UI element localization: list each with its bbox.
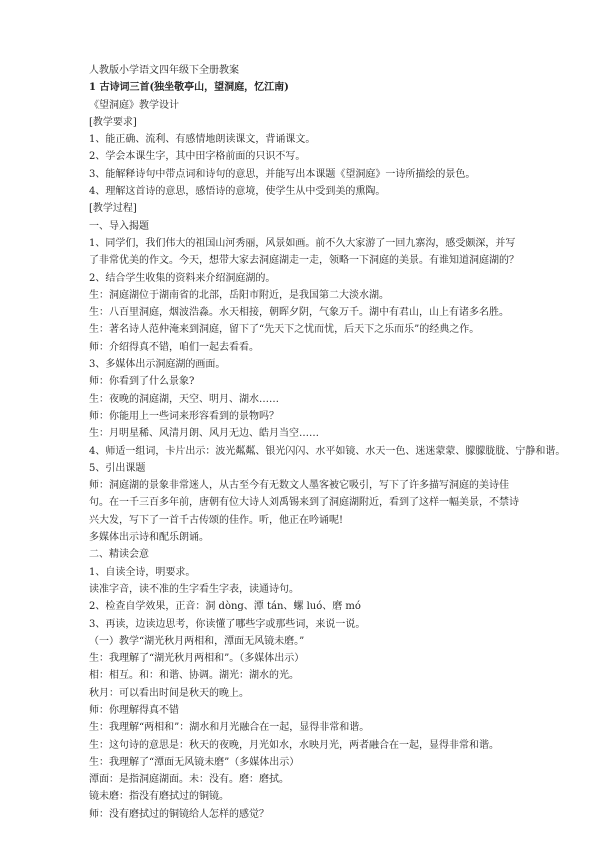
section-requirements: [教学要求] — [89, 116, 137, 128]
student-line-9: 生：我理解了“潭面无风镜未磨”（多媒体出示） — [89, 756, 300, 768]
step-5: 5、引出课题 — [89, 462, 146, 474]
part-2-heading: 二、精读会意 — [89, 549, 149, 561]
requirement-3: 3、能解释诗句中带点词和诗句的意思，并能写出本课题《望洞庭》一诗所描绘的景色。 — [89, 168, 476, 180]
part-1-heading: 一、导入揭题 — [89, 220, 149, 232]
definition-line-1: 相：相互。和：和谐、协调。湖光：湖水的光。 — [89, 670, 299, 682]
teacher-line-4: 师：你理解得真不错 — [89, 704, 179, 716]
step-read-3: 3、再读，边读边思考，你读懂了哪些字或那些词，来说一说。 — [89, 618, 366, 630]
definition-line-3: 潭面：是指洞庭湖面。未：没有。磨：磨拭。 — [89, 774, 289, 786]
definition-line-2: 秋月：可以看出时间是秋天的晚上。 — [89, 687, 249, 699]
paragraph-intro: 1、同学们，我们伟大的祖国山河秀丽，风景如画。前不久大家游了一回九寨沟，感受颇深，并写了非常优美的作文。今天，想带大家去洞庭湖走一走，领略一下洞庭的美景。有谁知道洞庭湖的？ — [89, 237, 519, 267]
read-instruction: 读准字音，读不准的生字看生字表，读通诗句。 — [89, 583, 299, 595]
step-4: 4、师适一组词，卡片出示：波光粼粼、银光闪闪、水平如镜、水天一色、迷迷蒙蒙、朦朦胧胧、宁静和谐。 — [89, 445, 566, 457]
teacher-line-2: 师：你看到了什么景象? — [89, 376, 195, 388]
requirement-1: 1、能正确、流利、有感情地朗读课文，背诵课文。 — [89, 134, 316, 146]
step-read-1: 1、自读全诗，明要求。 — [89, 566, 196, 578]
lesson-heading: 1 古诗词三首(独坐敬亭山，望洞庭，忆江南) — [89, 82, 289, 94]
section-process: [教学过程] — [89, 203, 137, 215]
student-line-5: 生：月明星稀、风清月朗、风月无边、皓月当空…… — [89, 428, 319, 440]
teacher-line-1: 师：介绍得真不错，咱们一起去看看。 — [89, 341, 259, 353]
student-line-7: 生：我理解“两相和”：湖水和月光融合在一起，显得非常和谐。 — [89, 722, 370, 734]
teacher-line-5: 师：没有磨拭过的铜镜给人怎样的感觉？ — [89, 808, 269, 820]
paragraph-topic: 师：洞庭湖的景象非常迷人，从古至今有无数文人墨客被它吸引，写下了许多描写洞庭的美诗佳句。在一千三百多年前，唐朝有位大诗人刘禹锡来到了洞庭湖附近，看到了这样一幅美景，不禁诗兴大发，写下了一首千古传颂的佳作。听，他正在吟诵呢! — [89, 480, 519, 526]
multimedia-line: 多媒体出示诗和配乐朗诵。 — [89, 532, 209, 544]
requirement-2: 2、学会本课生字，其中田字格前面的只识不写。 — [89, 151, 306, 163]
student-line-1: 生：洞庭湖位于湖南省的北部，岳阳市附近，是我国第二大淡水湖。 — [89, 289, 389, 301]
student-line-6: 生：我理解了“湖光秋月两相和”。（多媒体出示） — [89, 653, 305, 665]
doc-title: 人教版小学语文四年级下全册教案 — [89, 65, 239, 76]
step-3: 3、多媒体出示洞庭湖的画面。 — [89, 359, 226, 371]
student-line-8: 生：这句诗的意思是：秋天的夜晚，月光如水，水映月光，两者融合在一起，显得非常和谐。 — [89, 739, 499, 751]
student-line-4: 生：夜晚的洞庭湖，天空、明月、湖水…… — [89, 393, 279, 405]
design-title: 《望洞庭》教学设计 — [89, 99, 179, 111]
student-line-2: 生：八百里洞庭，烟波浩淼。水天相接，朝晖夕阴，气象万千。湖中有君山，山上有诸多名胜。 — [89, 307, 509, 319]
document-page — [89, 62, 566, 823]
requirement-4: 4、理解这首诗的意思，感悟诗的意境，使学生从中受到美的熏陶。 — [89, 186, 386, 198]
step-read-2: 2、检查自学效果，正音：洞 dòng、潭 tán、螺 luó、磨 mó — [89, 601, 361, 613]
definition-line-4: 镜未磨：指没有磨拭过的铜镜。 — [89, 791, 229, 803]
teach-part-1: （一）教学“湖光秋月两相和，潭面无风镜未磨。” — [89, 635, 305, 647]
teacher-line-3: 师：你能用上一些词来形容看到的景物吗？ — [89, 410, 279, 422]
student-line-3: 生：著名诗人范仲淹来到洞庭，留下了“先天下之忧而忧，后天下之乐而乐”的经典之作。 — [89, 324, 480, 336]
step-2: 2、结合学生收集的资料来介绍洞庭湖的。 — [89, 272, 276, 284]
